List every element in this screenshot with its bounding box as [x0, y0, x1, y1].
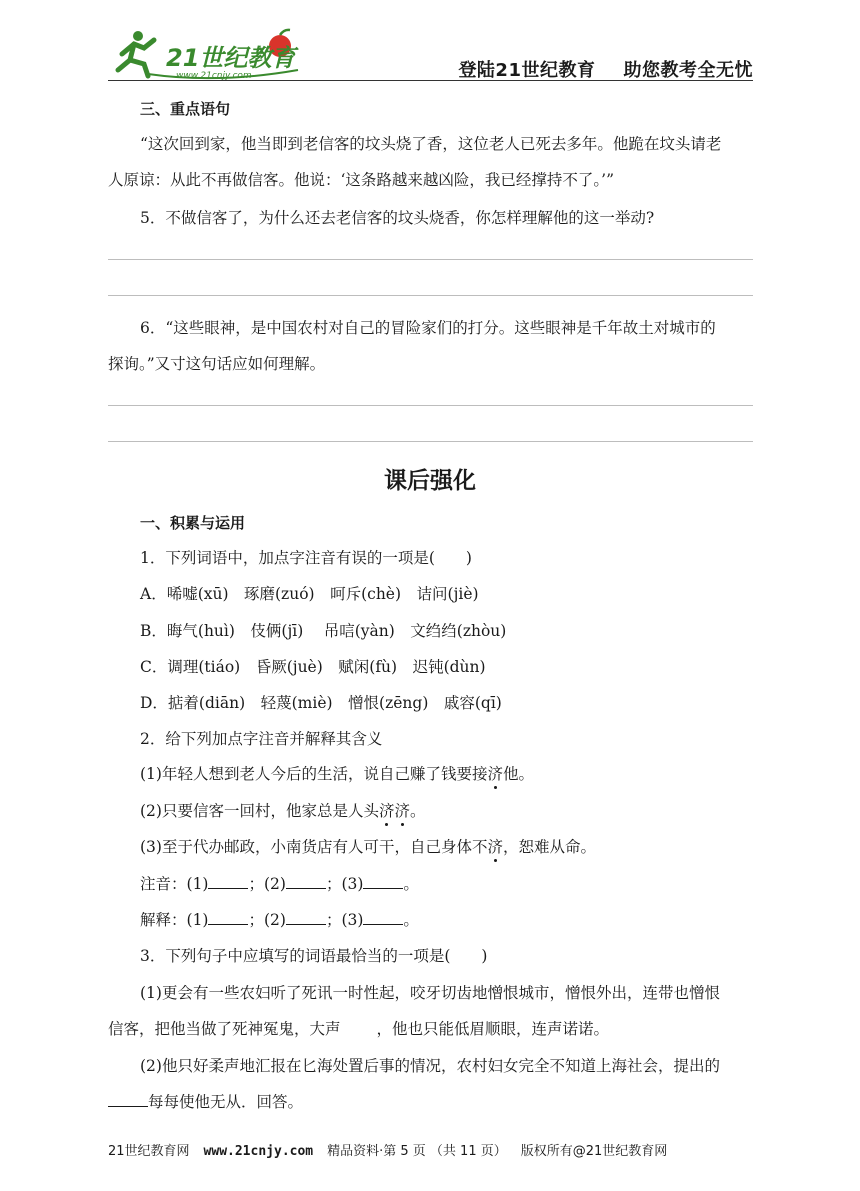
footer-copyright: 版权所有@21世纪教育网 [520, 1144, 668, 1159]
blank-label: ；(3) [325, 875, 364, 893]
zhuyin-row [140, 872, 419, 894]
blank-label: ；(3) [325, 911, 364, 929]
question-1: 1．下列词语中，加点字注音有误的一项是( ) [140, 549, 472, 567]
section-accumulation-title: 一、积累与运用 [140, 514, 246, 532]
blank-label: ；(2) [248, 875, 286, 893]
slogan-right: 助您教考全无忧 [623, 60, 753, 81]
logo-url-text: www.21cnjy.com [176, 71, 252, 81]
footer-url[interactable]: www.21cnjy.com [203, 1144, 314, 1159]
zhuyin-label: 注音： [140, 875, 187, 893]
q3-s1-text: 信客，把他当做了死神冤鬼，大声 [108, 1020, 341, 1038]
question-6-line-1: 6．“这些眼神，是中国农村对自己的冒险家们的打分。这些眼神是千年故土对城市的 [140, 319, 716, 337]
after-class-title: 课后强化 [384, 468, 476, 494]
q1-option-b[interactable]: B．晦气(huì) 伎俩(jī) 吊唁(yàn) 文绉绉(zhòu) [140, 622, 507, 640]
answer-line[interactable] [108, 259, 753, 260]
q3-sentence-1-line-2 [108, 1017, 609, 1039]
quote-line-2: 人原谅：从此不再做信客。他说：‘这条路越来越凶险，我已经撑持不了。’” [108, 171, 615, 189]
q2-item-3-text: (3)至于代办邮政，小南货店有人可干，自己身体不 [140, 838, 488, 856]
q3-sentence-2-line-2 [108, 1090, 303, 1112]
q3-sentence-2-line-1: (2)他只好柔声地汇报在匕海处置后事的情况，农村妇女完全不知道上海社会，提出的 [140, 1057, 720, 1075]
answer-line[interactable] [108, 441, 753, 442]
fill-blank[interactable] [108, 1092, 148, 1107]
q2-item-2 [140, 799, 426, 821]
fill-blank[interactable] [286, 874, 326, 889]
page-header [108, 26, 753, 82]
fill-blank[interactable] [286, 910, 326, 925]
q2-item-1-text: (1)年轻人想到老人今后的生活，说自己赚了钱要接 [140, 765, 488, 783]
q2-item-1 [140, 762, 534, 784]
section-key-sentences-title: 三、重点语句 [140, 100, 231, 118]
header-slogan [458, 56, 753, 82]
q3-sentence-1-line-1: (1)更会有一些农妇听了死讯一时性起，咬牙切齿地憎恨城市，憎恨外出，连带也憎恨 [140, 984, 720, 1002]
q1-option-a[interactable]: A．唏嘘(xū) 琢磨(zuó) 呵斥(chè) 诘问(jiè) [140, 585, 479, 603]
dotted-char: 济 [487, 835, 503, 857]
logo-21cnjy [108, 26, 308, 82]
q3-s1-tail: ，他也只能低眉顺眼，连声诺诺。 [376, 1020, 610, 1038]
jieshi-label: 解释： [140, 911, 187, 929]
question-5: 5．不做信客了，为什么还去老信客的坟头烧香，你怎样理解他的这一举动? [140, 209, 655, 227]
jieshi-row [140, 908, 419, 930]
q2-item-1-tail: 他。 [502, 765, 534, 783]
q2-item-3-tail: ，恕难从命。 [502, 838, 596, 856]
q2-item-2-tail: 。 [410, 802, 426, 820]
question-3: 3．下列句子中应填写的词语最恰当的一项是( ) [140, 947, 488, 965]
fill-blank[interactable] [363, 874, 403, 889]
q3-s2-text: 每每使他无从．回答。 [148, 1093, 304, 1111]
slogan-left: 登陆21世纪教育 [458, 60, 596, 81]
question-2: 2．给下列加点字注音并解释其含义 [140, 730, 383, 748]
q2-item-3 [140, 835, 596, 857]
blank-label: (1) [186, 911, 209, 929]
question-6-line-2: 探询。”又寸这句话应如何理解。 [108, 355, 326, 373]
dotted-char: 济 [379, 799, 395, 821]
answer-line[interactable] [108, 405, 753, 406]
footer-site: 21世纪教育网 [108, 1144, 190, 1159]
page-footer [108, 1140, 667, 1159]
fill-blank[interactable] [208, 874, 248, 889]
dotted-char: 济 [394, 799, 410, 821]
blank-label: 。 [403, 875, 419, 893]
logo-text: 21世纪教育 [166, 44, 296, 72]
q2-item-2-text: (2)只要信客一回村，他家总是人头 [140, 802, 379, 820]
fill-blank[interactable] [208, 910, 248, 925]
dotted-char: 济 [487, 762, 503, 784]
footer-page-info: 精品资料·第 5 页 （共 11 页） [327, 1144, 507, 1159]
blank-label: (1) [186, 875, 209, 893]
blank-label: ；(2) [248, 911, 286, 929]
q1-option-c[interactable]: C．调理(tiáo) 昏厥(juè) 赋闲(fù) 迟钝(dùn) [140, 658, 486, 676]
answer-line[interactable] [108, 295, 753, 296]
quote-line-1: “这次回到家，他当即到老信客的坟头烧了香，这位老人已死去多年。他跪在坟头请老 [140, 135, 722, 153]
header-rule [108, 80, 753, 81]
q1-option-d[interactable]: D．掂着(diān) 轻蔑(miè) 憎恨(zēng) 戚容(qī) [140, 694, 502, 712]
blank-label: 。 [403, 911, 419, 929]
fill-blank[interactable] [363, 910, 403, 925]
